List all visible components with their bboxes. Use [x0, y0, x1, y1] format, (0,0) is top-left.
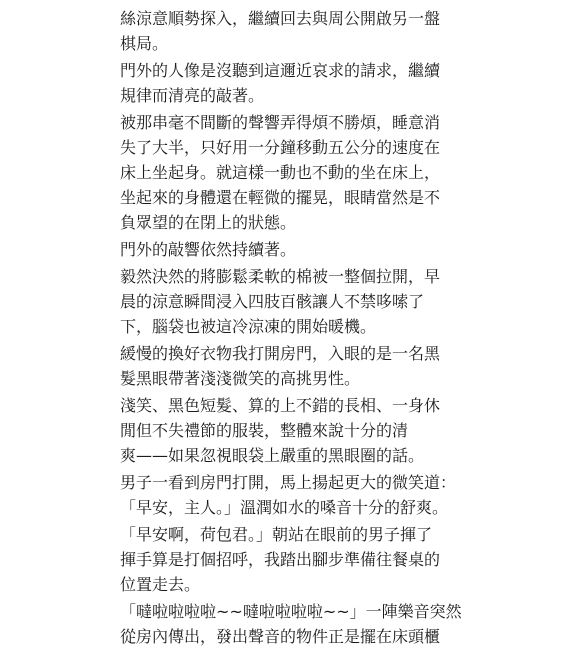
paragraph	[120, 341, 465, 391]
text-line: 床上坐起身。就這樣一動也不動的坐在床上，	[120, 163, 441, 182]
paragraph	[120, 110, 465, 235]
text-line: 爽——如果忽視眼袋上嚴重的黑眼圈的話。	[120, 446, 425, 465]
paragraph	[120, 522, 465, 597]
text-line: 「噠啦啦啦啦~~噠啦啦啦啦~~」一陣樂音突然	[120, 602, 462, 621]
text-line: 棋局。	[120, 34, 169, 53]
text-line: 門外的人像是沒聽到這邇近哀求的請求，繼續	[120, 61, 441, 80]
paragraph	[120, 6, 465, 56]
text-line: 失了大半，只好用一分鐘移動五公分的速度在	[120, 138, 441, 157]
text-line: 被那串毫不間斷的聲響弄得煩不勝煩，睡意消	[120, 113, 441, 132]
text-line: 下，腦袋也被這冷涼凍的開始暖機。	[120, 317, 377, 336]
text-line: 髮黑眼帶著淺淺微笑的高挑男性。	[120, 369, 361, 388]
text-line: 規律而清亮的敲著。	[120, 86, 265, 105]
text-line: 從房內傳出，發出聲音的物件正是擺在床頭櫃	[120, 627, 441, 646]
text-line: 負眾望的在閉上的狀態。	[120, 213, 297, 232]
text-line: 閒但不失禮節的服裝，整體來說十分的清	[120, 421, 409, 440]
paragraph	[120, 58, 465, 108]
text-line: 位置走去。	[120, 575, 201, 594]
paragraph	[120, 393, 465, 468]
paragraph	[120, 470, 465, 520]
text-line: 緩慢的換好衣物我打開房門，入眼的是一名黑	[120, 344, 441, 363]
text-line: 「早安，主人。」溫潤如水的嗓音十分的舒爽。	[120, 498, 449, 517]
paragraph	[120, 237, 465, 262]
text-line: 淺笑、黑色短髮、算的上不錯的長相、一身休	[120, 396, 441, 415]
text-line: 揮手算是打個招呼，我踏出腳步準備往餐桌的	[120, 550, 441, 569]
text-line: 晨的涼意瞬間浸入四肢百骸讓人不禁哆嗦了	[120, 292, 425, 311]
paragraph	[120, 264, 465, 339]
text-line: 男子一看到房門打開，馬上揚起更大的微笑道：	[120, 473, 457, 492]
document-page	[120, 6, 465, 651]
paragraph	[120, 599, 465, 649]
text-line: 「早安啊，荷包君。」朝站在眼前的男子揮了	[120, 525, 433, 544]
text-line: 絲涼意順勢探入，繼續回去與周公開啟另一盤	[120, 9, 441, 28]
text-line: 門外的敲響依然持續著。	[120, 240, 297, 259]
text-line: 毅然決然的將膨鬆柔軟的棉被一整個拉開，早	[120, 267, 441, 286]
text-line: 坐起來的身體還在輕微的擺晃，眼睛當然是不	[120, 188, 441, 207]
